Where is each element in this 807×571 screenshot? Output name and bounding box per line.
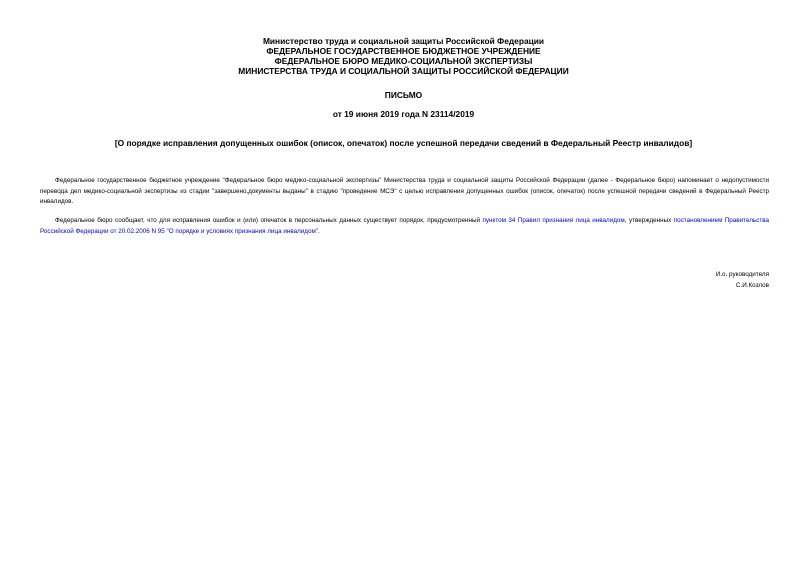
signatory-position: И.о. руководителя (715, 271, 769, 278)
body-paragraph-1: Федеральное государственное бюджетное учреждение "Федеральное бюро медико-социальной экспертизы" Министерства труда и социальной защиты Российской Федерации (далее - Федеральное бюро) напоминает о недопустимости перевода дел медико-социальной экспертизы из стадии "завершено,документы выданы" в стадию "проведение МСЭ" с целью исправления допущенных ошибок (описок, опечаток) после успешной передачи сведений в Федеральный Реестр инвалидов. (40, 177, 769, 205)
issuer-header (0, 36, 807, 76)
document-type: ПИСЬМО (384, 90, 423, 100)
header-line-institution-type: ФЕДЕРАЛЬНОЕ ГОСУДАРСТВЕННОЕ БЮДЖЕТНОЕ УЧРЕЖДЕНИЕ (266, 46, 541, 56)
header-line-ministry: Министерство труда и социальной защиты Российской Федерации (262, 36, 545, 46)
government-decree-link[interactable]: постановлением Правительства Российской Федерации от 20.02.2006 N 95 "О порядке и условиях признания лица инвалидом" (40, 217, 770, 235)
document-date-number: от 19 июня 2019 года N 23114/2019 (332, 109, 475, 119)
body-paragraph-2 (40, 216, 769, 237)
paragraph-2-text-end: . (318, 227, 320, 235)
header-line-bureau: ФЕДЕРАЛЬНОЕ БЮРО МЕДИКО-СОЦИАЛЬНОЙ ЭКСПЕРТИЗЫ (274, 56, 533, 66)
signatory-name: С.И.Козлов (735, 282, 769, 289)
header-line-ministry-caps: МИНИСТЕРСТВА ТРУДА И СОЦИАЛЬНОЙ ЗАЩИТЫ РОССИЙСКОЙ ФЕДЕРАЦИИ (238, 66, 569, 76)
rules-point-34-link[interactable]: пунктом 34 Правил признания лица инвалидом (482, 217, 625, 224)
paragraph-2-text-start: Федеральное бюро сообщает, что для исправления ошибок и (или) опечаток в персональных данных существует порядок, предусмотренный (55, 217, 483, 224)
document-title: [О порядке исправления допущенных ошибок (описок, опечаток) после успешной передачи сведений в Федеральный Реестр инвалидов] (114, 138, 693, 148)
paragraph-2-text-middle: , утвержденных (624, 217, 674, 224)
